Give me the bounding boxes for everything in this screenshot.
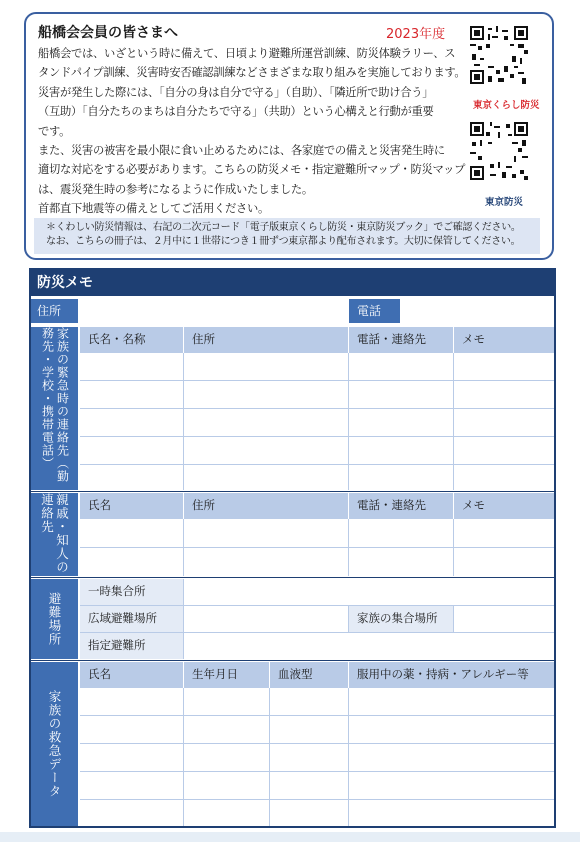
notice-line: 災害が発生した際には、「自分の身は自分で守る」（自助）、「隣近所で助け合う」 — [38, 85, 434, 99]
col-header-blood-type: 血液型 — [270, 662, 348, 688]
col-divider — [269, 688, 270, 826]
col-divider — [453, 519, 454, 576]
col-header-birthdate: 生年月日 — [184, 662, 269, 688]
notice-line: タンドパイプ訓練、災害時安否確認訓練などさまざまな取り組みを実施しております。 — [38, 66, 466, 80]
qr-label-tokyo-bousai: 東京防災 — [485, 197, 524, 208]
notice-line: 適切な対応をする必要があります。こちらの防災メモ・指定避難所マップ・防災マップ — [38, 163, 466, 177]
row-divider — [80, 547, 554, 548]
notice-line: また、災害の被害を最小限に食い止めるためには、各家庭での備えと災害発生時に — [38, 144, 445, 158]
phone-field[interactable] — [400, 299, 554, 323]
note-line: ＊くわしい防災情報は、右記の二次元コード「電子版東京くらし防災・東京防災ブック」でご確認ください。 — [46, 222, 521, 233]
col-divider — [183, 688, 184, 826]
col-divider — [348, 606, 349, 632]
qr-label-kurashi-bousai: 東京くらし防災 — [473, 100, 540, 111]
col-header-name: 氏名 — [80, 662, 183, 688]
notice-line: （互助）「自分たちのまちは自分たちで守る」（共助）という心構えと行動が重要 — [38, 105, 434, 119]
row-divider — [80, 632, 554, 633]
notice-title: 船橋会会員の皆さまへ — [38, 25, 178, 41]
col-header-medical-info: 服用中の薬・持病・アレルギー等 — [349, 662, 554, 688]
col-header-address: 住所 — [184, 327, 348, 353]
col-divider — [183, 579, 184, 659]
designated-shelter-label: 指定避難所 — [80, 633, 183, 659]
col-divider — [183, 353, 184, 490]
address-label: 住所 — [31, 299, 78, 323]
qr-center-mark — [486, 144, 512, 156]
col-divider — [453, 606, 454, 632]
col-header-memo: メモ — [454, 327, 554, 353]
notice-year: 2023年度 — [386, 27, 446, 42]
row-divider — [80, 436, 554, 437]
row-divider — [80, 743, 554, 744]
row-divider — [80, 771, 554, 772]
row-divider — [80, 605, 554, 606]
notice-body — [38, 44, 470, 219]
row-divider — [80, 408, 554, 409]
col-header-memo: メモ — [454, 493, 554, 519]
col-header-name: 氏名 — [80, 493, 183, 519]
notice-line: は、震災発生時の参考になるように作成いたしました。 — [38, 182, 313, 196]
col-divider — [348, 688, 349, 826]
qr-code-tokyo-bousai[interactable] — [470, 122, 528, 180]
wide-area-evacuation-label: 広域避難場所 — [80, 606, 183, 632]
qr-code-kurashi-bousai[interactable] — [470, 26, 528, 84]
row-divider — [80, 464, 554, 465]
section-divider — [31, 660, 554, 661]
col-header-address: 住所 — [184, 493, 348, 519]
col-divider — [348, 519, 349, 576]
notice-line: 船橋会では、いざという時に備えて、日頃より避難所運営訓練、防災体験ラリー、ス — [38, 47, 456, 60]
section-label-family-contacts: 家族の緊急時の連絡先（勤務先・学校・携帯電話） — [31, 327, 78, 490]
col-header-phone: 電話・連絡先 — [349, 327, 453, 353]
col-header-name: 氏名・名称 — [80, 327, 183, 353]
notice-line: 首都直下地震等の備えとしてご活用ください。 — [38, 202, 269, 216]
section-divider — [31, 491, 554, 492]
row-divider — [80, 380, 554, 381]
page-bottom-shade — [0, 832, 580, 842]
col-divider — [453, 353, 454, 490]
address-field[interactable] — [78, 299, 348, 323]
section-label-emergency-data: 家族の救急データ — [31, 662, 78, 826]
col-divider — [183, 519, 184, 576]
phone-label: 電話 — [349, 299, 400, 323]
qr-center-mark — [486, 48, 512, 60]
info-note — [34, 218, 540, 254]
family-meeting-place-label: 家族の集合場所 — [349, 606, 453, 632]
section-label-relatives: 親戚・知人の連絡先 — [31, 493, 78, 576]
temporary-assembly-label: 一時集合所 — [80, 579, 183, 605]
note-line: なお、こちらの冊子は、２月中に１世帯につき１冊ずつ東京都より配布されます。大切に保管してください。 — [46, 236, 521, 247]
bousai-memo-table — [29, 268, 556, 828]
notice-line: です。 — [38, 124, 71, 138]
section-divider — [31, 577, 554, 578]
memo-title: 防災メモ — [31, 270, 554, 296]
section-label-evacuation: 避難場所 — [31, 579, 78, 659]
col-divider — [348, 353, 349, 490]
row-divider — [80, 715, 554, 716]
col-header-phone: 電話・連絡先 — [349, 493, 453, 519]
row-divider — [80, 799, 554, 800]
